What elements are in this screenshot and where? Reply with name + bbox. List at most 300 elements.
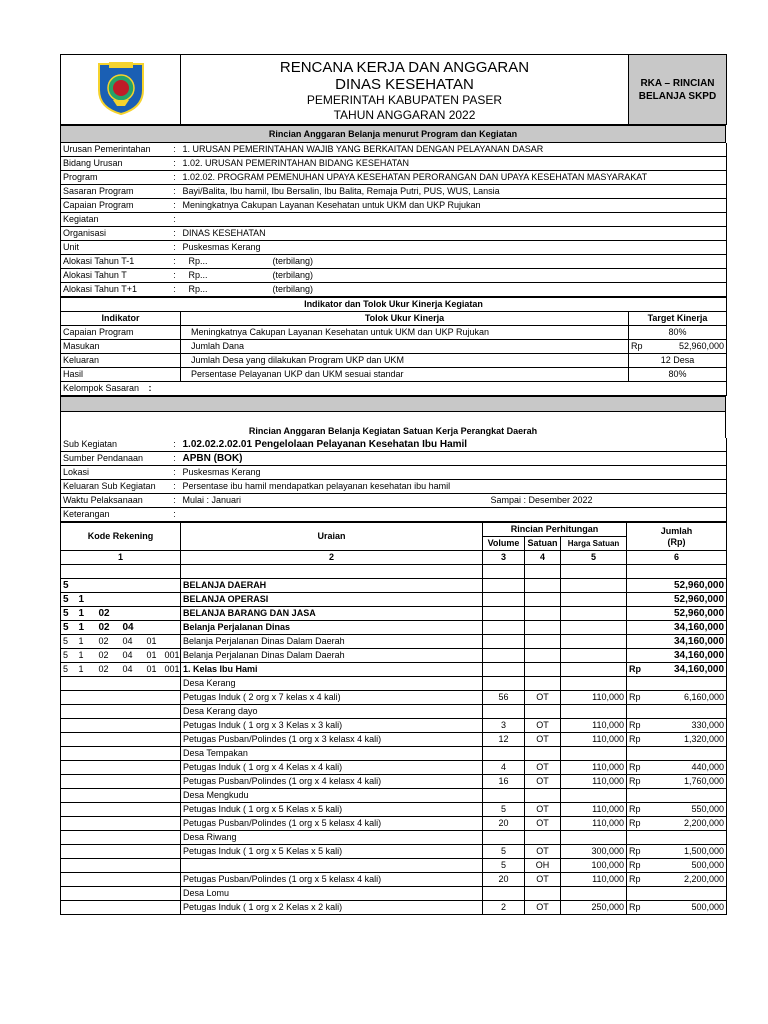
sub-info-colon: : — [173, 509, 176, 519]
kode-segment: 04 — [121, 635, 145, 649]
uraian-cell: BELANJA OPERASI — [181, 593, 483, 607]
kode-segment: 01 — [145, 635, 163, 649]
rp-cell — [627, 607, 651, 621]
table-row — [61, 607, 727, 621]
table-row — [61, 887, 727, 901]
satuan-cell: OT — [525, 901, 561, 915]
satuan-cell — [525, 565, 561, 579]
rp-cell — [627, 789, 651, 803]
jumlah-cell: 52,960,000 — [651, 607, 727, 621]
jumlah-cell — [651, 887, 727, 901]
satuan-cell — [525, 705, 561, 719]
volume-cell: 12 — [483, 733, 525, 747]
sub-info-colon: : — [173, 453, 176, 463]
jumlah-cell: 52,960,000 — [651, 593, 727, 607]
info-extra: (terbilang) — [271, 255, 727, 269]
kode-rekening — [61, 733, 181, 747]
info-row — [61, 185, 727, 199]
satuan-cell — [525, 621, 561, 635]
kode-segment — [97, 579, 121, 593]
kode-segment — [145, 607, 163, 621]
table-row — [61, 803, 727, 817]
kode-segment: 01 — [145, 663, 163, 677]
kode-segment — [145, 579, 163, 593]
info-colon: : — [173, 172, 176, 182]
satuan-cell — [525, 593, 561, 607]
kode-rekening — [61, 873, 181, 887]
kode-segment: 04 — [121, 663, 145, 677]
harga-cell — [561, 607, 627, 621]
rp-cell — [627, 635, 651, 649]
kode-segment — [97, 593, 121, 607]
harga-cell — [561, 663, 627, 677]
target-header: Target Kinerja — [629, 312, 727, 326]
uraian-cell: Belanja Perjalanan Dinas Dalam Daerah — [181, 649, 483, 663]
info-colon: : — [173, 144, 176, 154]
table-row — [61, 845, 727, 859]
rp-cell — [627, 831, 651, 845]
jumlah-cell: 34,160,000 — [651, 649, 727, 663]
jumlah-cell: 2,200,000 — [651, 873, 727, 887]
indicator-target: 52,960,000 — [655, 340, 727, 354]
table-row — [61, 565, 727, 579]
uraian-cell: Desa Lomu — [181, 887, 483, 901]
jumlah-cell: 6,160,000 — [651, 691, 727, 705]
volume-cell — [483, 579, 525, 593]
harga-cell — [561, 593, 627, 607]
harga-cell: 250,000 — [561, 901, 627, 915]
harga-cell — [561, 649, 627, 663]
table-row — [61, 873, 727, 887]
kode-segment: 5 — [61, 593, 77, 607]
harga-cell — [561, 635, 627, 649]
satuan-cell: OT — [525, 803, 561, 817]
kode-segment: 1 — [77, 593, 97, 607]
indicator-name: Capaian Program — [61, 326, 181, 340]
table-row — [61, 733, 727, 747]
kode-rekening — [61, 747, 181, 761]
title-line-3: PEMERINTAH KABUPATEN PASER — [306, 92, 503, 107]
sub-info-row — [61, 438, 727, 452]
harga-cell: 110,000 — [561, 803, 627, 817]
kode-segment — [163, 635, 181, 649]
info-key: Urusan Pemerintahan — [61, 143, 169, 157]
rka-line-1: RKA – RINCIAN — [640, 77, 715, 89]
uraian-cell: Petugas Induk ( 2 org x 7 kelas x 4 kali) — [181, 691, 483, 705]
jumlah-cell: 500,000 — [651, 901, 727, 915]
section2-title: Rincian Anggaran Belanja Kegiatan Satuan Kerja Perangkat Daerah — [61, 424, 726, 438]
indicator-target: 80% — [629, 368, 727, 382]
kode-segment: 1 — [77, 649, 97, 663]
info-row — [61, 255, 727, 269]
volume-cell: 5 — [483, 845, 525, 859]
info-key: Sasaran Program — [61, 185, 169, 199]
volume-cell — [483, 663, 525, 677]
info-row — [61, 283, 727, 297]
kabupaten-paser-logo-icon — [95, 60, 147, 116]
rp-cell — [627, 621, 651, 635]
harga-cell: 110,000 — [561, 775, 627, 789]
indicator-row — [61, 354, 727, 368]
rp-cell — [627, 747, 651, 761]
satuan-cell: OT — [525, 775, 561, 789]
info-value: Rp... — [188, 284, 208, 294]
sub-info-colon: : — [173, 481, 176, 491]
table-row — [61, 831, 727, 845]
sub-info-key: Sub Kegiatan — [61, 438, 169, 452]
harga-cell: 110,000 — [561, 691, 627, 705]
kode-rekening — [61, 677, 181, 691]
volume-cell — [483, 789, 525, 803]
rp-cell — [627, 565, 651, 579]
sub-info-value: Mulai : Januari — [182, 495, 242, 505]
info-value: Bayi/Balita, Ibu hamil, Ibu Bersalin, Ibu Balita, Remaja Putri, PUS, WUS, Lansia — [181, 185, 727, 199]
info-value — [181, 213, 727, 227]
sub-info-value: 1.02.02.2.02.01 Pengelolaan Pelayanan Kesehatan Ibu Hamil — [181, 438, 727, 452]
rp-cell: Rp — [627, 719, 651, 733]
satuan-cell — [525, 831, 561, 845]
info-row — [61, 241, 727, 255]
kode-rekening — [61, 565, 181, 579]
rp-cell: Rp — [627, 817, 651, 831]
uraian-cell: Belanja Perjalanan Dinas — [181, 621, 483, 635]
satuan-cell: OT — [525, 845, 561, 859]
volume-cell: 4 — [483, 761, 525, 775]
jumlah-cell: 330,000 — [651, 719, 727, 733]
kode-segment — [145, 593, 163, 607]
volume-cell — [483, 887, 525, 901]
kode-rekening — [61, 705, 181, 719]
budget-table: Kode Rekening Uraian Rincian Perhitungan Jumlah (Rp) Volume Satuan Harga Satuan 1 2 3 4 5 6 5 BELANJA DAERAH 52,960,000 5 1 BELANJA OPERASI 52,960,000 5 1 02 BELANJA BARANG DAN JASA 52,960,000 5 1 02 04 Belanja Perjalanan Dinas 34,160,000 5 1 02 04 01 Belanja Perjalanan Dinas Dalam Daerah 34,160,000 5 1 02 04 01 001 Belanja Perjalanan Dinas Dalam Daerah 34,160,000 5 1 02 04 01 001 1. Kelas Ibu Hami Rp 34,160,000 Desa Kerang Petugas Induk ( 2 org x 7 kelas x 4 kali) 56 OT 110,000 Rp 6,160,000 Desa Kerang dayo Petugas Induk ( 1 org x 3 Kelas x 3 kali) 3 OT 110,000 Rp 330,000 Petugas Pusban/Polindes (1 org x 3 kelasx 4 kali) 12 OT 110,000 Rp 1,320,000 Desa Tempakan Petugas Induk ( 1 org x 4 Kelas x 4 kali) 4 OT 110,000 Rp 440,000 Petugas Pusban/Polindes (1 org x 4 kelasx 4 kali) 16 OT 110,000 Rp 1,760,000 Desa Mengkudu Petugas Induk ( 1 org x 5 Kelas x 5 kali) 5 OT 110,000 Rp 550,000 Petugas Pusban/Polindes (1 org x 5 kelasx 4 kali) 20 OT 110,000 Rp 2,200,000 Desa Riwang Petugas Induk ( 1 org x 5 Kelas x 5 kali) 5 OT 300,000 Rp 1,500,000 5 OH 100,000 Rp 500,000 Petugas Pusban/Polindes (1 org x 5 kelasx 4 kali) 20 OT 110,000 Rp 2,200,000 Desa Lomu Petugas Induk ( 1 org x 2 Kelas x 2 kali) 2 OT 250,000 Rp 500,000 — [60, 522, 727, 915]
table-row — [61, 663, 727, 677]
info-colon: : — [173, 284, 176, 294]
satuan-cell — [525, 887, 561, 901]
kode-segment: 04 — [121, 621, 145, 635]
table-row — [61, 859, 727, 873]
harga-cell — [561, 747, 627, 761]
sub-info-value — [181, 508, 727, 522]
volume-cell: 3 — [483, 719, 525, 733]
indicator-target: 12 Desa — [629, 354, 727, 368]
kode-segment: 001 — [163, 649, 181, 663]
uraian-cell: Petugas Induk ( 1 org x 3 Kelas x 3 kali) — [181, 719, 483, 733]
uraian-cell — [181, 565, 483, 579]
harga-cell: 110,000 — [561, 719, 627, 733]
uraian-header: Uraian — [181, 523, 483, 551]
kode-rekening — [61, 887, 181, 901]
table-row — [61, 775, 727, 789]
sub-info-row — [61, 466, 727, 480]
harga-cell: 100,000 — [561, 859, 627, 873]
jumlah-cell: 1,320,000 — [651, 733, 727, 747]
info-key: Program — [61, 171, 169, 185]
kode-segment: 1 — [77, 663, 97, 677]
indicator-measure: Jumlah Dana — [181, 340, 629, 354]
kode-rekening — [61, 817, 181, 831]
jumlah-cell — [651, 565, 727, 579]
title-line-4: TAHUN ANGGARAN 2022 — [333, 107, 476, 122]
satuan-cell — [525, 635, 561, 649]
info-extra: (terbilang) — [271, 269, 727, 283]
document-title — [181, 55, 629, 125]
volume-cell — [483, 747, 525, 761]
kode-segment — [121, 593, 145, 607]
info-row — [61, 157, 727, 171]
sub-info-value: APBN (BOK) — [181, 452, 727, 466]
kode-segment: 001 — [163, 663, 181, 677]
info-key: Capaian Program — [61, 199, 169, 213]
satuan-cell — [525, 677, 561, 691]
kode-segment — [121, 579, 145, 593]
uraian-cell: Desa Tempakan — [181, 747, 483, 761]
satuan-header: Satuan — [525, 537, 561, 551]
table-row — [61, 789, 727, 803]
logo-cell — [61, 55, 181, 125]
uraian-cell — [181, 859, 483, 873]
measure-header: Tolok Ukur Kinerja — [181, 312, 629, 326]
kode-segment: 5 — [61, 649, 77, 663]
indicator-title: Indikator dan Tolok Ukur Kinerja Kegiatan — [61, 298, 727, 312]
satuan-cell: OT — [525, 817, 561, 831]
kode-segment: 02 — [97, 663, 121, 677]
info-row — [61, 213, 727, 227]
rp-cell: Rp — [627, 873, 651, 887]
kode-segment: 04 — [121, 649, 145, 663]
satuan-cell — [525, 663, 561, 677]
kode-segment: 1 — [77, 635, 97, 649]
kode-rekening — [61, 775, 181, 789]
info-value: Meningkatnya Cakupan Layanan Kesehatan untuk UKM dan UKP Rujukan — [181, 199, 727, 213]
kode-segment: 5 — [61, 579, 77, 593]
jumlah-cell — [651, 677, 727, 691]
kode-segment: 1 — [77, 621, 97, 635]
table-row — [61, 691, 727, 705]
rka-document — [60, 54, 726, 915]
uraian-cell: 1. Kelas Ibu Hami — [181, 663, 483, 677]
volume-cell — [483, 621, 525, 635]
info-value: 1.02.02. PROGRAM PEMENUHAN UPAYA KESEHATAN PERORANGAN DAN UPAYA KESEHATAN MASYARAKAT — [181, 171, 727, 185]
kode-segment — [163, 607, 181, 621]
harga-cell — [561, 579, 627, 593]
info-colon: : — [173, 228, 176, 238]
info-value: 1. URUSAN PEMERINTAHAN WAJIB YANG BERKAITAN DENGAN PELAYANAN DASAR — [181, 143, 727, 157]
sub-info-key: Keterangan — [61, 508, 169, 522]
rp-cell: Rp — [627, 803, 651, 817]
table-row — [61, 761, 727, 775]
sub-info-value: Persentase ibu hamil mendapatkan pelayanan kesehatan ibu hamil — [181, 480, 727, 494]
info-key: Organisasi — [61, 227, 169, 241]
sub-info-key: Waktu Pelaksanaan — [61, 494, 169, 508]
volume-header: Volume — [483, 537, 525, 551]
indicator-name: Hasil — [61, 368, 181, 382]
kode-rekening — [61, 719, 181, 733]
rp-cell — [627, 593, 651, 607]
kode-rekening — [61, 761, 181, 775]
rp-cell: Rp — [627, 691, 651, 705]
info-value: Puskesmas Kerang — [181, 241, 727, 255]
table-row — [61, 901, 727, 915]
sub-info-extra: Sampai : Desember 2022 — [481, 494, 727, 508]
jumlah-cell: 550,000 — [651, 803, 727, 817]
uraian-cell: BELANJA BARANG DAN JASA — [181, 607, 483, 621]
harga-cell — [561, 887, 627, 901]
title-line-1: RENCANA KERJA DAN ANGGARAN — [279, 58, 530, 76]
kelompok-sasaran: Kelompok Sasaran : — [61, 382, 727, 396]
info-value: Rp... — [188, 256, 208, 266]
info-colon: : — [173, 256, 176, 266]
uraian-cell: Desa Kerang dayo — [181, 705, 483, 719]
harga-cell: 110,000 — [561, 761, 627, 775]
kode-segment: 5 — [61, 663, 77, 677]
rp-cell: Rp — [627, 733, 651, 747]
sub-info-key: Sumber Pendanaan — [61, 452, 169, 466]
rp-cell: Rp — [627, 845, 651, 859]
kode-rekening — [61, 803, 181, 817]
info-key: Bidang Urusan — [61, 157, 169, 171]
sub-info-colon: : — [173, 439, 176, 449]
info-row — [61, 199, 727, 213]
sub-info-colon: : — [173, 467, 176, 477]
volume-cell: 56 — [483, 691, 525, 705]
volume-cell: 2 — [483, 901, 525, 915]
uraian-cell: BELANJA DAERAH — [181, 579, 483, 593]
volume-cell — [483, 649, 525, 663]
uraian-cell: Petugas Pusban/Polindes (1 org x 5 kelasx 4 kali) — [181, 873, 483, 887]
title-line-2: DINAS KESEHATAN — [335, 75, 474, 93]
uraian-cell: Petugas Pusban/Polindes (1 org x 3 kelasx 4 kali) — [181, 733, 483, 747]
volume-cell — [483, 565, 525, 579]
satuan-cell — [525, 747, 561, 761]
rp-cell: Rp — [627, 859, 651, 873]
table-row — [61, 635, 727, 649]
volume-cell — [483, 831, 525, 845]
kode-segment: 5 — [61, 621, 77, 635]
sub-info-row — [61, 452, 727, 466]
indicator-name: Keluaran — [61, 354, 181, 368]
jumlah-cell: 34,160,000 — [651, 635, 727, 649]
rp-cell: Rp — [627, 901, 651, 915]
table-row — [61, 677, 727, 691]
info-key: Unit — [61, 241, 169, 255]
info-extra: (terbilang) — [271, 283, 727, 297]
header-table — [60, 54, 727, 125]
kode-segment: 02 — [97, 607, 121, 621]
kode-segment: 02 — [97, 621, 121, 635]
volume-cell — [483, 677, 525, 691]
harga-satuan-header: Harga Satuan — [561, 537, 627, 551]
sub-info-key: Keluaran Sub Kegiatan — [61, 480, 169, 494]
satuan-cell — [525, 789, 561, 803]
kode-segment — [163, 579, 181, 593]
info-key: Kegiatan — [61, 213, 169, 227]
indicator-header: Indikator — [61, 312, 181, 326]
harga-cell: 110,000 — [561, 733, 627, 747]
kode-rekening — [61, 859, 181, 873]
indicator-name: Masukan — [61, 340, 181, 354]
rp-cell: Rp — [627, 663, 651, 677]
sub-info-row — [61, 508, 727, 522]
harga-cell — [561, 621, 627, 635]
info-row — [61, 269, 727, 283]
indicator-row — [61, 340, 727, 354]
satuan-cell: OT — [525, 719, 561, 733]
uraian-cell: Petugas Induk ( 1 org x 5 Kelas x 5 kali) — [181, 845, 483, 859]
info-row — [61, 227, 727, 241]
table-row — [61, 649, 727, 663]
table-row — [61, 593, 727, 607]
harga-cell — [561, 831, 627, 845]
info-colon: : — [173, 186, 176, 196]
rincian-header: Rincian Perhitungan — [483, 523, 627, 537]
kode-segment — [121, 607, 145, 621]
jumlah-cell: 52,960,000 — [651, 579, 727, 593]
jumlah-cell: 34,160,000 — [651, 663, 727, 677]
info-value: Rp... — [188, 270, 208, 280]
rka-label — [629, 55, 727, 125]
indicator-measure: Meningkatnya Cakupan Layanan Kesehatan untuk UKM dan UKP Rujukan — [181, 326, 629, 340]
volume-cell — [483, 593, 525, 607]
info-colon: : — [173, 214, 176, 224]
sub-info-row — [61, 480, 727, 494]
kode-segment — [145, 621, 163, 635]
rp-cell — [627, 677, 651, 691]
indicator-table — [60, 297, 727, 396]
jumlah-cell — [651, 747, 727, 761]
table-row — [61, 621, 727, 635]
volume-cell: 5 — [483, 803, 525, 817]
uraian-cell: Petugas Pusban/Polindes (1 org x 4 kelasx 4 kali) — [181, 775, 483, 789]
program-info-table — [60, 143, 727, 297]
volume-cell: 5 — [483, 859, 525, 873]
jumlah-cell: 440,000 — [651, 761, 727, 775]
satuan-cell — [525, 607, 561, 621]
uraian-cell: Petugas Induk ( 1 org x 5 Kelas x 5 kali) — [181, 803, 483, 817]
harga-cell: 300,000 — [561, 845, 627, 859]
jumlah-cell — [651, 831, 727, 845]
jumlah-cell: 1,760,000 — [651, 775, 727, 789]
kode-rekening — [61, 789, 181, 803]
sub-info-key: Lokasi — [61, 466, 169, 480]
rka-line-2: BELANJA SKPD — [638, 90, 717, 102]
rp-cell — [627, 887, 651, 901]
info-key: Alokasi Tahun T-1 — [61, 255, 169, 269]
jumlah-cell — [651, 705, 727, 719]
info-key: Alokasi Tahun T — [61, 269, 169, 283]
jumlah-cell: 1,500,000 — [651, 845, 727, 859]
jumlah-cell: 2,200,000 — [651, 817, 727, 831]
kode-rekening — [61, 845, 181, 859]
kode-segment: 01 — [145, 649, 163, 663]
harga-cell: 110,000 — [561, 817, 627, 831]
satuan-cell: OT — [525, 691, 561, 705]
section1-bar — [60, 125, 726, 143]
kode-segment — [163, 621, 181, 635]
info-colon: : — [173, 158, 176, 168]
info-key: Alokasi Tahun T+1 — [61, 283, 169, 297]
harga-cell — [561, 565, 627, 579]
info-row — [61, 143, 727, 157]
rp-cell: Rp — [627, 775, 651, 789]
kode-segment: 1 — [77, 607, 97, 621]
harga-cell — [561, 789, 627, 803]
indicator-rp: Rp — [629, 340, 655, 354]
uraian-cell: Desa Kerang — [181, 677, 483, 691]
uraian-cell: Petugas Induk ( 1 org x 4 Kelas x 4 kali) — [181, 761, 483, 775]
info-value: DINAS KESEHATAN — [181, 227, 727, 241]
uraian-cell: Petugas Induk ( 1 org x 2 Kelas x 2 kali) — [181, 901, 483, 915]
table-row — [61, 817, 727, 831]
kode-segment — [77, 579, 97, 593]
